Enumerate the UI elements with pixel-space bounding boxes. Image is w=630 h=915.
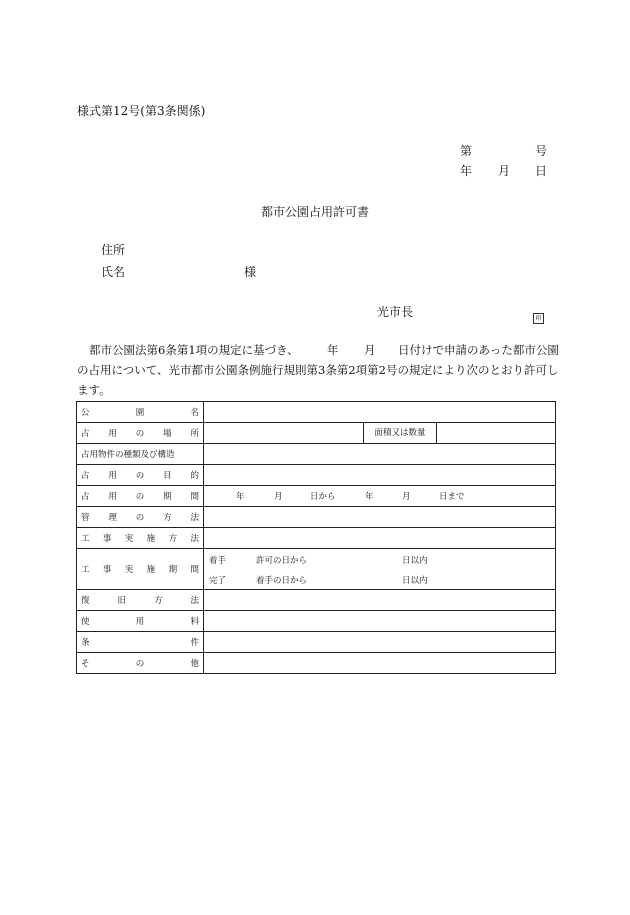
label-char: 実 — [124, 534, 134, 544]
value-purpose — [204, 465, 556, 486]
label-char: 用 — [108, 471, 117, 481]
body-line2: の占用について、光市都市公園条例施行規則第3条第2項第2号の規定により次のとおり許可し — [77, 363, 559, 377]
label-period — [77, 486, 204, 507]
label-char: 占 — [81, 492, 90, 502]
table-row — [77, 611, 556, 632]
label-char: 占 — [81, 471, 90, 481]
permit-table — [76, 401, 556, 674]
label-char: 料 — [190, 617, 199, 627]
label-management — [77, 507, 204, 528]
label-char: 間 — [190, 565, 199, 575]
value-location — [204, 423, 556, 444]
label-char: 公 — [81, 408, 90, 418]
table-row — [77, 402, 556, 423]
label-char: 的 — [190, 471, 199, 481]
label-char: の — [135, 659, 145, 669]
label-construction-method — [77, 528, 204, 549]
issuer-name: 光市長 — [377, 305, 414, 319]
label-char: 施 — [146, 565, 156, 575]
date-day: 日 — [535, 164, 548, 178]
area-label: 面積又は数量 — [363, 423, 436, 443]
label-char: の — [135, 492, 145, 502]
label-fee — [77, 611, 204, 632]
table-row — [77, 590, 556, 611]
label-char: 場 — [163, 429, 172, 439]
label-char: 名 — [190, 408, 199, 418]
value-objects — [204, 444, 556, 465]
table-row — [77, 486, 556, 507]
label-char: 法 — [190, 513, 199, 523]
label-char: 工 — [81, 534, 90, 544]
table-row — [77, 549, 556, 590]
doc-number-go: 号 — [535, 144, 548, 158]
value-others — [204, 653, 556, 674]
body-line1-year: 年 — [327, 343, 339, 357]
name-label: 氏名 — [101, 265, 126, 279]
body-line1-b: 日付けで申請のあった都市公園 — [398, 343, 559, 357]
label-char: 目 — [163, 471, 172, 481]
body-line1-a: 都市公園法第6条第1項の規定に基づき、 — [89, 343, 299, 357]
label-char: の — [135, 429, 145, 439]
label-char: 用 — [108, 492, 117, 502]
label-conditions — [77, 632, 204, 653]
label-char: 旧 — [117, 596, 126, 606]
label-char: 法 — [190, 596, 199, 606]
label-char: そ — [81, 659, 90, 669]
label-char: 事 — [102, 534, 112, 544]
label-char: 用 — [108, 429, 117, 439]
table-row — [77, 653, 556, 674]
label-char: 管 — [81, 513, 90, 523]
value-restoration — [204, 590, 556, 611]
address-label: 住所 — [101, 243, 126, 257]
value-construction-method — [204, 528, 556, 549]
label-park-name — [77, 402, 204, 423]
label-char: 期 — [168, 565, 178, 575]
label-restoration — [77, 590, 204, 611]
label-objects: 占用物件の種類及び構造 — [77, 444, 204, 465]
value-park-name — [204, 402, 556, 423]
value-construction-period: 着手 許可の日から 日以内 完了 着手の日から 日以内 — [204, 549, 556, 590]
body-line1-month: 月 — [364, 343, 376, 357]
table-row — [77, 444, 556, 465]
label-char: 用 — [135, 617, 145, 627]
label-char: 事 — [102, 565, 112, 575]
date-year: 年 — [460, 164, 473, 178]
label-char: 法 — [190, 534, 199, 544]
table-row — [77, 632, 556, 653]
form-number: 様式第12号(第3条関係) — [77, 104, 206, 118]
label-char: の — [135, 513, 145, 523]
label-char: 理 — [108, 513, 117, 523]
label-char: 方 — [168, 534, 178, 544]
doc-number-dai: 第 — [460, 144, 473, 158]
label-char: 占 — [81, 429, 90, 439]
table-row — [77, 465, 556, 486]
value-fee — [204, 611, 556, 632]
seal-icon: 印 — [533, 305, 544, 324]
value-period: 年 月 日から 年 月 日まで — [204, 486, 556, 507]
label-location — [77, 423, 204, 444]
label-char: 方 — [163, 513, 172, 523]
table-row — [77, 423, 556, 444]
label-char: 期 — [163, 492, 172, 502]
label-char: 方 — [153, 596, 163, 606]
label-char: 条 — [81, 638, 90, 648]
value-management — [204, 507, 556, 528]
value-conditions — [204, 632, 556, 653]
label-char: 使 — [81, 617, 90, 627]
body-line3: ます。 — [77, 383, 111, 397]
label-char: 間 — [190, 492, 199, 502]
label-char: 園 — [135, 408, 145, 418]
label-char: 実 — [124, 565, 134, 575]
label-char: 所 — [190, 429, 199, 439]
document-title: 都市公園占用許可書 — [261, 205, 370, 219]
honorific: 様 — [244, 265, 257, 279]
label-char: 工 — [81, 565, 90, 575]
date-month: 月 — [498, 164, 511, 178]
table-row — [77, 528, 556, 549]
table-row — [77, 507, 556, 528]
label-char: 他 — [190, 659, 199, 669]
label-char: 施 — [146, 534, 156, 544]
label-purpose — [77, 465, 204, 486]
label-others — [77, 653, 204, 674]
label-construction-period — [77, 549, 204, 590]
label-char: 件 — [190, 638, 199, 648]
label-char: 復 — [81, 596, 90, 606]
value-area — [436, 423, 555, 443]
label-char: の — [135, 471, 145, 481]
